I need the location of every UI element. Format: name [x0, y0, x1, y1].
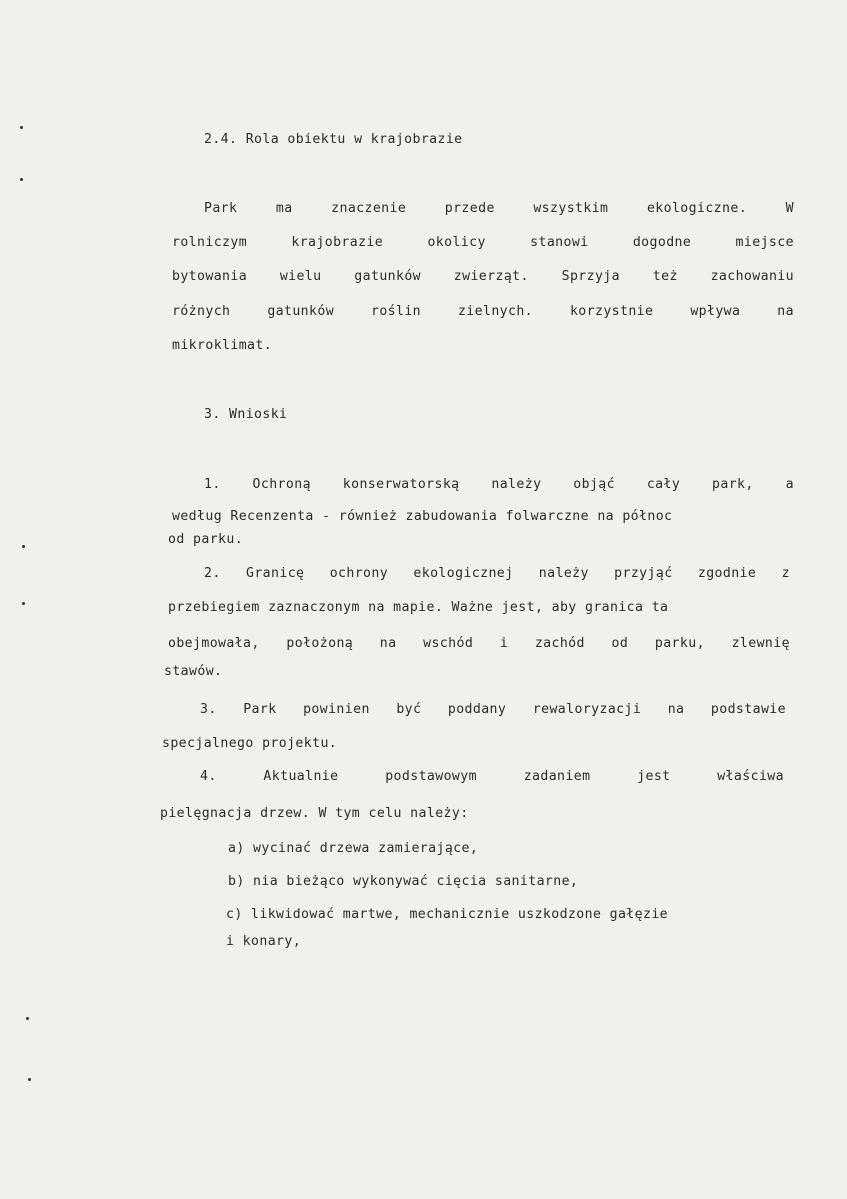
word: podstawowym — [385, 769, 477, 784]
word: zadaniem — [523, 769, 591, 784]
word: poddany — [447, 702, 507, 717]
word: jest — [637, 769, 671, 784]
word: znaczenie — [331, 201, 407, 216]
word: ekologiczne. — [646, 201, 748, 216]
list-item-line — [200, 702, 786, 717]
word: wpływa — [690, 304, 741, 319]
word: należy — [491, 477, 542, 492]
word: ma — [275, 201, 293, 216]
word: ochrony — [329, 566, 389, 581]
word: położoną — [286, 636, 354, 651]
word: wszystkim — [533, 201, 609, 216]
word: na — [777, 304, 794, 319]
list-item-line: od parku. — [168, 532, 244, 547]
list-item-line: stawów. — [164, 664, 223, 679]
word: miejsce — [735, 235, 794, 250]
word: 4. — [200, 769, 217, 784]
word: konserwatorską — [342, 477, 460, 492]
section-heading: 3. Wnioski — [204, 407, 288, 422]
section-heading: 2.4. Rola obiektu w krajobrazie — [204, 132, 463, 147]
word: 2. — [204, 566, 221, 581]
paragraph-line — [172, 304, 794, 319]
subitem-line: a) wycinać drzewa zamierające, — [228, 841, 479, 856]
word: wschód — [423, 636, 474, 651]
word: krajobrazie — [291, 235, 384, 250]
word: podstawie — [710, 702, 786, 717]
word: powinien — [303, 702, 370, 717]
word: objąć — [573, 477, 615, 492]
word: zachowaniu — [710, 269, 794, 284]
margin-mark — [20, 126, 23, 129]
word: obejmowała, — [168, 636, 260, 651]
margin-mark — [22, 545, 25, 548]
word: z — [781, 566, 790, 581]
word: 1. — [204, 477, 221, 492]
word: zlewnię — [731, 636, 790, 651]
word: cały — [646, 477, 681, 492]
word: Granicę — [246, 566, 305, 581]
word: też — [652, 269, 678, 284]
margin-mark — [22, 602, 25, 605]
word: dogodne — [632, 235, 692, 250]
word: wielu — [279, 269, 322, 284]
list-item-line — [168, 636, 790, 651]
list-item-line: pielęgnacja drzew. W tym celu należy: — [160, 806, 469, 821]
word: rewaloryzacji — [532, 702, 642, 717]
word: ekologicznej — [413, 566, 514, 581]
subitem-line: c) likwidować martwe, mechanicznie uszkodzone gałęzie — [226, 907, 668, 922]
word: a — [785, 477, 794, 492]
subitem-line: i konary, — [226, 934, 302, 949]
word: rolniczym — [172, 235, 248, 250]
margin-mark — [26, 1017, 29, 1020]
subitem-line: b) nia bieżąco wykonywać cięcia sanitarne, — [228, 874, 579, 889]
word: zielnych. — [457, 304, 534, 319]
list-item-line — [200, 769, 784, 784]
word: przede — [444, 201, 495, 216]
word: roślin — [370, 304, 422, 319]
word: korzystnie — [569, 304, 654, 319]
paragraph-line: mikroklimat. — [172, 338, 273, 353]
word: zwierząt. — [453, 269, 529, 284]
word: należy — [538, 566, 589, 581]
paragraph-line — [204, 201, 794, 216]
word: Ochroną — [252, 477, 311, 492]
word: gatunków — [267, 304, 335, 319]
list-item-line — [204, 566, 790, 581]
list-item-line: według Recenzenta - również zabudowania folwarczne na północ — [172, 509, 673, 524]
word: zgodnie — [697, 566, 757, 581]
word: od — [611, 636, 629, 651]
word: Park — [243, 702, 277, 717]
paragraph-line — [172, 269, 794, 284]
word: na — [667, 702, 685, 717]
margin-mark — [20, 178, 23, 181]
word: okolicy — [427, 235, 486, 250]
word: i — [499, 636, 509, 651]
word: 3. — [200, 702, 217, 717]
word: różnych — [172, 304, 231, 319]
word: być — [396, 702, 422, 717]
word: parku, — [654, 636, 705, 651]
word: zachód — [534, 636, 585, 651]
word: przyjąć — [614, 566, 673, 581]
word: park, — [712, 477, 754, 492]
margin-mark — [28, 1078, 31, 1081]
list-item-line — [204, 477, 794, 492]
word: bytowania — [172, 269, 248, 284]
word: stanowi — [530, 235, 589, 250]
word: Sprzyja — [561, 269, 620, 284]
word: W — [785, 201, 794, 216]
word: gatunków — [354, 269, 422, 284]
paragraph-line — [172, 235, 794, 250]
word: właściwa — [717, 769, 784, 784]
word: Aktualnie — [263, 769, 339, 784]
list-item-line: przebiegiem zaznaczonym na mapie. Ważne jest, aby granica ta — [168, 600, 669, 615]
list-item-line: specjalnego projektu. — [162, 736, 338, 751]
word: na — [379, 636, 397, 651]
word: Park — [204, 201, 238, 216]
